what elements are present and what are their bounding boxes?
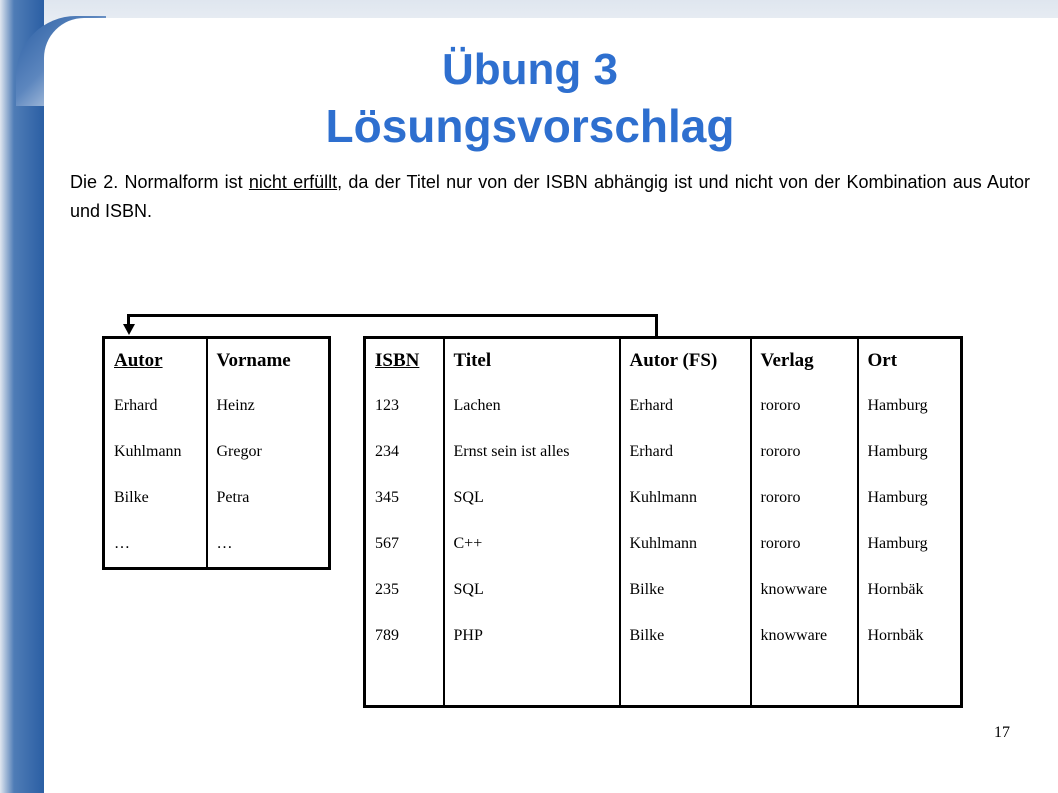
table-cell: Hornbäk xyxy=(858,567,962,613)
table-cell: Lachen xyxy=(444,383,620,429)
table-cell xyxy=(858,659,962,707)
column-header-isbn: ISBN xyxy=(375,350,420,371)
table-cell xyxy=(620,659,751,707)
table-cell: Ernst sein ist alles xyxy=(444,429,620,475)
body-text-end: , da der Titel nur von der ISBN abhängig ist und nicht von der Kombination aus Autor und ISBN. xyxy=(70,172,1030,221)
table-cell xyxy=(365,659,444,707)
fk-arrow-icon xyxy=(123,324,135,335)
table-cell: 789 xyxy=(375,627,399,644)
table-cell: Petra xyxy=(207,475,330,521)
table-cell: 345 xyxy=(375,489,399,506)
column-header-autor-fs: Autor (FS) xyxy=(620,338,751,384)
table-cell: Kuhlmann xyxy=(114,443,182,460)
slide-frame-left xyxy=(0,0,44,793)
table-cell: Kuhlmann xyxy=(620,521,751,567)
column-header-verlag: Verlag xyxy=(751,338,858,384)
table-cell: 123 xyxy=(375,397,399,414)
table-cell: C++ xyxy=(444,521,620,567)
table-cell: Bilke xyxy=(620,567,751,613)
table-cell: SQL xyxy=(444,567,620,613)
table-row xyxy=(365,567,962,613)
table-row-empty xyxy=(365,659,962,707)
table-cell: Hamburg xyxy=(858,383,962,429)
table-row xyxy=(365,429,962,475)
table-cell: rororo xyxy=(751,521,858,567)
table-row xyxy=(104,475,330,521)
table-row xyxy=(365,521,962,567)
table-row xyxy=(365,383,962,429)
table-row xyxy=(104,429,330,475)
author-table-header xyxy=(104,338,330,384)
table-cell: knowware xyxy=(751,567,858,613)
table-cell xyxy=(751,659,858,707)
author-table xyxy=(102,336,331,570)
table-cell: … xyxy=(114,535,130,552)
body-text-start: Die 2. Normalform ist xyxy=(70,172,249,192)
column-header-ort: Ort xyxy=(858,338,962,384)
table-cell: Bilke xyxy=(620,613,751,659)
table-cell: rororo xyxy=(751,429,858,475)
table-row xyxy=(365,475,962,521)
table-cell: Hornbäk xyxy=(858,613,962,659)
table-cell xyxy=(444,659,620,707)
table-cell: 234 xyxy=(375,443,399,460)
table-row xyxy=(365,613,962,659)
page-number: 17 xyxy=(994,724,1010,741)
book-table xyxy=(363,336,963,708)
table-cell: 567 xyxy=(375,535,399,552)
body-text-underlined: nicht erfüllt xyxy=(248,172,338,192)
table-row xyxy=(104,383,330,429)
table-cell: knowware xyxy=(751,613,858,659)
table-cell: Kuhlmann xyxy=(620,475,751,521)
table-cell: 235 xyxy=(375,581,399,598)
table-cell: Erhard xyxy=(114,397,158,414)
slide-subtitle: Lösungsvorschlag xyxy=(325,100,735,152)
table-cell: Hamburg xyxy=(858,475,962,521)
table-cell: PHP xyxy=(444,613,620,659)
column-header-vorname: Vorname xyxy=(207,338,330,384)
body-paragraph xyxy=(70,168,1030,226)
column-header-autor: Autor xyxy=(114,350,163,371)
column-header-titel: Titel xyxy=(444,338,620,384)
table-cell: Erhard xyxy=(620,383,751,429)
table-row xyxy=(104,521,330,569)
table-cell: … xyxy=(207,521,330,569)
fk-connector-vertical-right xyxy=(655,314,658,338)
slide-title: Übung 3 xyxy=(442,45,618,94)
table-cell: rororo xyxy=(751,475,858,521)
table-cell: Bilke xyxy=(114,489,149,506)
table-cell: Hamburg xyxy=(858,429,962,475)
book-table-header xyxy=(365,338,962,384)
table-cell: Erhard xyxy=(620,429,751,475)
table-cell: SQL xyxy=(444,475,620,521)
table-cell: Hamburg xyxy=(858,521,962,567)
table-cell: Heinz xyxy=(207,383,330,429)
fk-connector-horizontal xyxy=(127,314,658,317)
table-cell: rororo xyxy=(751,383,858,429)
table-cell: Gregor xyxy=(207,429,330,475)
